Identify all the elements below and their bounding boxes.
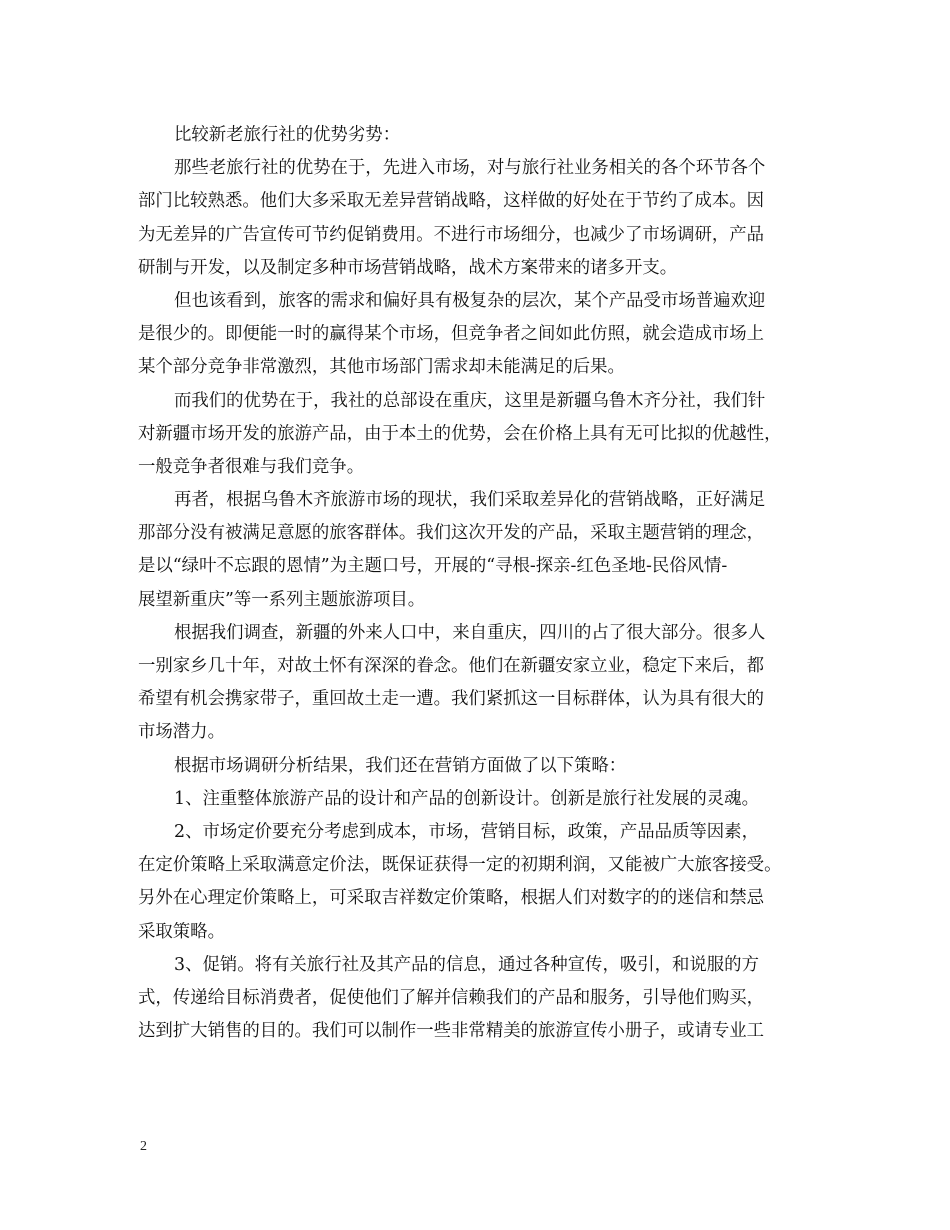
text-line: 1、注重整体旅游产品的设计和产品的创新设计。创新是旅行社发展的灵魂。 — [174, 788, 759, 809]
text-line: 达到扩大销售的目的。我们可以制作一些非常精美的旅游宣传小册子，或请专业工 — [138, 1021, 765, 1042]
text-line: 对新疆市场开发的旅游产品，由于本土的优势，会在价格上具有无可比拟的优越性， — [138, 423, 782, 444]
text-line: 为无差异的广告宣传可节约促销费用。不进行市场细分，也减少了市场调研，产品 — [138, 224, 765, 245]
text-line: 展望新重庆”等一系列主题旅游项目。 — [138, 589, 426, 610]
text-line: 2、市场定价要充分考虑到成本，市场，营销目标，政策，产品品质等因素， — [174, 821, 759, 842]
text-line: 在定价策略上采取满意定价法，既保证获得一定的初期利润，又能被广大旅客接受。 — [138, 855, 782, 876]
text-line: 根据市场调研分析结果，我们还在营销方面做了以下策略： — [174, 755, 627, 776]
text-line: 式，传递给目标消费者，促使他们了解并信赖我们的产品和服务，引导他们购买， — [138, 987, 765, 1008]
body-text — [138, 119, 828, 1048]
text-line: 再者，根据乌鲁木齐旅游市场的现状，我们采取差异化的营销战略，正好满足 — [174, 490, 766, 511]
text-line: 那些老旅行社的优势在于，先进入市场，对与旅行社业务相关的各个环节各个 — [174, 158, 766, 179]
text-line: 是很少的。即便能一时的赢得某个市场，但竞争者之间如此仿照，就会造成市场上 — [138, 324, 765, 345]
page-number: 2 — [140, 1139, 147, 1154]
text-line: 根据我们调查，新疆的外来人口中，来自重庆，四川的占了很大部分。很多人 — [174, 622, 766, 643]
text-line: 一别家乡几十年，对故土怀有深深的眷念。他们在新疆安家立业，稳定下来后，都 — [138, 656, 765, 676]
text-line: 市场潜力。 — [138, 722, 225, 743]
text-line: 希望有机会携家带子，重回故土走一遭。我们紧抓这一目标群体，认为具有很大的 — [138, 689, 765, 710]
text-line: 某个部分竞争非常激烈，其他市场部门需求却未能满足的后果。 — [138, 357, 625, 378]
text-line: 另外在心理定价策略上，可采取吉祥数定价策略，根据人们对数字的的迷信和禁忌 — [138, 888, 765, 909]
text-line: 而我们的优势在于，我社的总部设在重庆，这里是新疆乌鲁木齐分社，我们针 — [174, 390, 766, 411]
text-line: 研制与开发，以及制定多种市场营销战略，战术方案带来的诸多开支。 — [138, 257, 678, 278]
text-line: 那部分没有被满足意愿的旅客群体。我们这次开发的产品，采取主题营销的理念， — [138, 523, 765, 544]
text-line: 比较新老旅行社的优势劣势： — [174, 125, 401, 145]
text-line: 3、促销。将有关旅行社及其产品的信息，通过各种宣传，吸引，和说服的方 — [174, 954, 759, 975]
text-line: 但也该看到，旅客的需求和偏好具有极复杂的层次，某个产品受市场普遍欢迎 — [174, 290, 766, 311]
text-line: 是以“绿叶不忘跟的恩情”为主题口号，开展的“寻根-探亲-红色圣地-民俗风情- — [138, 556, 728, 577]
text-line: 部门比较熟悉。他们大多采取无差异营销战略，这样做的好处在于节约了成本。因 — [138, 191, 765, 212]
text-line: 一般竞争者很难与我们竞争。 — [138, 456, 365, 477]
text-line: 采取策略。 — [138, 921, 225, 942]
